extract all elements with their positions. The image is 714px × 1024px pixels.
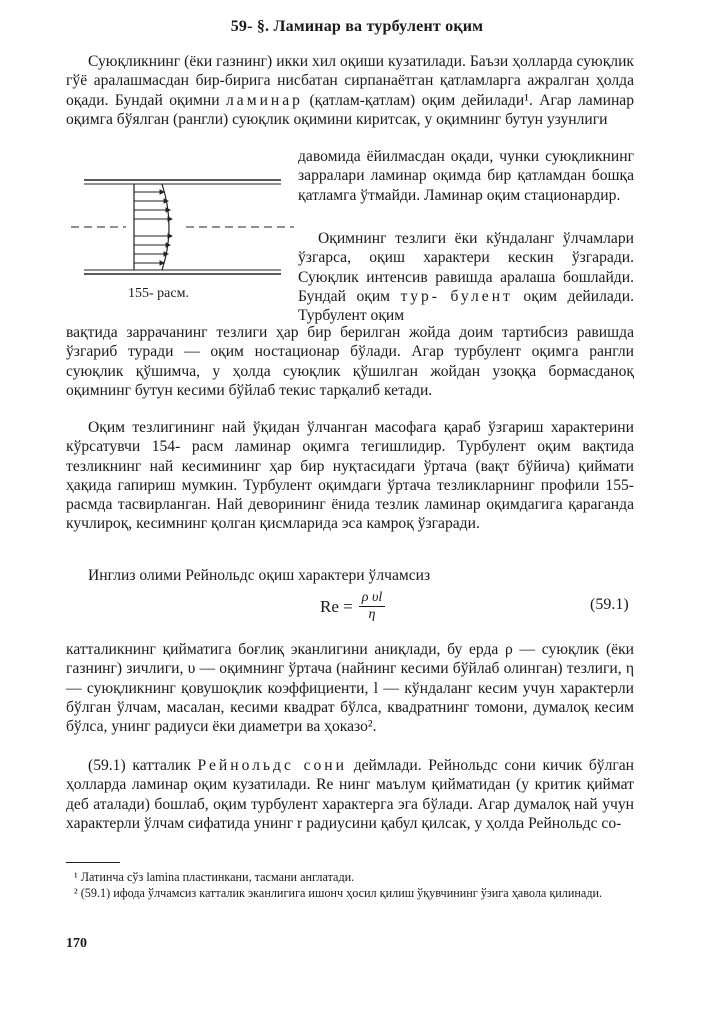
term-laminar: ламинар [226,91,303,109]
formula-numerator: ρ υl [359,590,386,607]
velocity-arrows [134,190,172,265]
paragraph-1 [66,52,634,129]
paragraph-4-text: Инглиз олими Рейнольдс оқиш характери ўлчамсиз [88,567,431,584]
term-turbulent-part2: булент [450,287,513,305]
figure-155-velocity-profile [66,168,296,286]
paragraph-2-side [298,229,634,325]
term-reynolds-number: Рейнольдс сони [197,757,347,774]
paragraph-3 [66,418,634,534]
velocity-profile-curve [162,184,169,270]
paragraph-2-side-tail: оқим дейилади. Турбулент оқим [298,287,634,325]
paragraph-3-text: Оқим тезлигининг най ўқидан ўлчанган масофага қараб ўзгариш характерини кўрсатувчи 154- расм ламинар оқимга тегишлидир. Турбулент оқим вақтида тезликнинг най кесимининг ҳар бир нуқтасидаги ўртача (вақт бўйича) қиймати ҳақида гапириш мумкин. Турбулент оқимдаги ўртача тезликларнинг профили 155- расмда тасвирланган. Най деворининг ёнида тезлик ламинар оқимдагига қараганда кучлироқ, кесимнинг қолган қисмларида эса камроқ ўзгаради. [66,419,634,533]
paragraph-1-side-text: давомида ёйилмасдан оқади, чунки суюқликнинг зарралари ламинар оқимда бир қатламдан бошқа қатламга ўтмайди. Ламинар оқим стационардир. [298,148,634,204]
paragraph-6-lead: (59.1) катталик [88,757,191,774]
figure-caption: 155- расм. [128,286,189,301]
paragraph-2 [66,323,634,400]
footnote-2: ² (59.1) ифода ўлчамсиз катталик эканлигига ишонч ҳосил қилиш ўқувчининг ўзига ҳавола қилинади. [74,886,603,900]
footnote-1: ¹ Латинча сўз lamina пластинкани, тасмани англатади. [74,870,355,884]
paragraph-1-tail: (қатлам-қатлам) оқим дейилади¹. Агар ламинар оқимга бўялган (рангли) суюқлик оқимини киритсак, у оқимнинг бутун узунлиги [66,91,635,128]
paragraph-1-lead: Суюқликнинг (ёки газнинг) икки хил оқиши кузатилади. Баъзи ҳолларда суюқлик гўё аралашмасдан бир-бирига нисбатан сирпанаётган қатламларга ажралган ҳолда оқади. Бундай оқимни [66,53,634,109]
paragraph-1-side [298,147,634,205]
section-heading: 59- §. Ламинар ва турбулент оқим [230,18,484,35]
footnote-divider [66,862,120,863]
formula-lhs: Re = [320,596,353,616]
paragraph-6-tail: деймлади. Рейнольдс сони кичик бўлган ҳолларда ламинар оқим кузатилади. Re нинг маълум қийматидан (у критик қиймат деб аталади) бошлаб, оқим турбулент характерга эга бўлади. Агар думалоқ най учун характерли ўлчам сифатида унинг r радиусини қабул қилсак, у ҳолда Рейнольдс со- [66,757,635,832]
formula-denominator: η [368,607,376,622]
term-turbulent-part1: тур- [400,287,440,305]
page-number: 170 [66,936,87,951]
paragraph-2-text: вақтида заррачанинг тезлиги ҳар бир берилган жойда доим тартибсиз равишда ўзгариб туради — оқим ностационар бўлади. Агар турбулент оқимга рангли суюқлик қўшимча, у ҳолда суюқлик қўшилган жойдан узоққа бормасданоқ оқимнинг бутун кесими бўйлаб текис тарқалиб кетади. [66,324,634,399]
paragraph-5-text: катталикнинг қийматига боғлиқ эканлигини аниқлади, бу ерда ρ — суюқлик (ёки газнинг) зичлиги, υ — оқимнинг ўртача (найнинг кесими бўйлаб олинган) тезлиги, η — суюқликнинг қовушоқлик коэффициенти, l — кўндаланг кесим учун характерли бўлган ўлчам, масалан, кесими квадрат бўлса, квадратнинг томони, думалоқ кесим бўлса, унинг радиуси ёки диаметри ва ҳоказо². [66,641,634,736]
paragraph-5 [66,640,634,736]
paragraph-4 [66,566,634,585]
formula-fraction [359,590,386,623]
paragraph-6 [66,756,634,833]
paragraph-2-side-lead: Оқимнинг тезлиги ёки кўндаланг ўлчамлари ўзгарса, оқиш характери кескин ўзгаради. Суюқлик интенсив равишда аралаша бошлайди. Бундай оқим [298,230,634,305]
equation-number: (59.1) [590,596,629,613]
reynolds-formula [320,590,385,623]
